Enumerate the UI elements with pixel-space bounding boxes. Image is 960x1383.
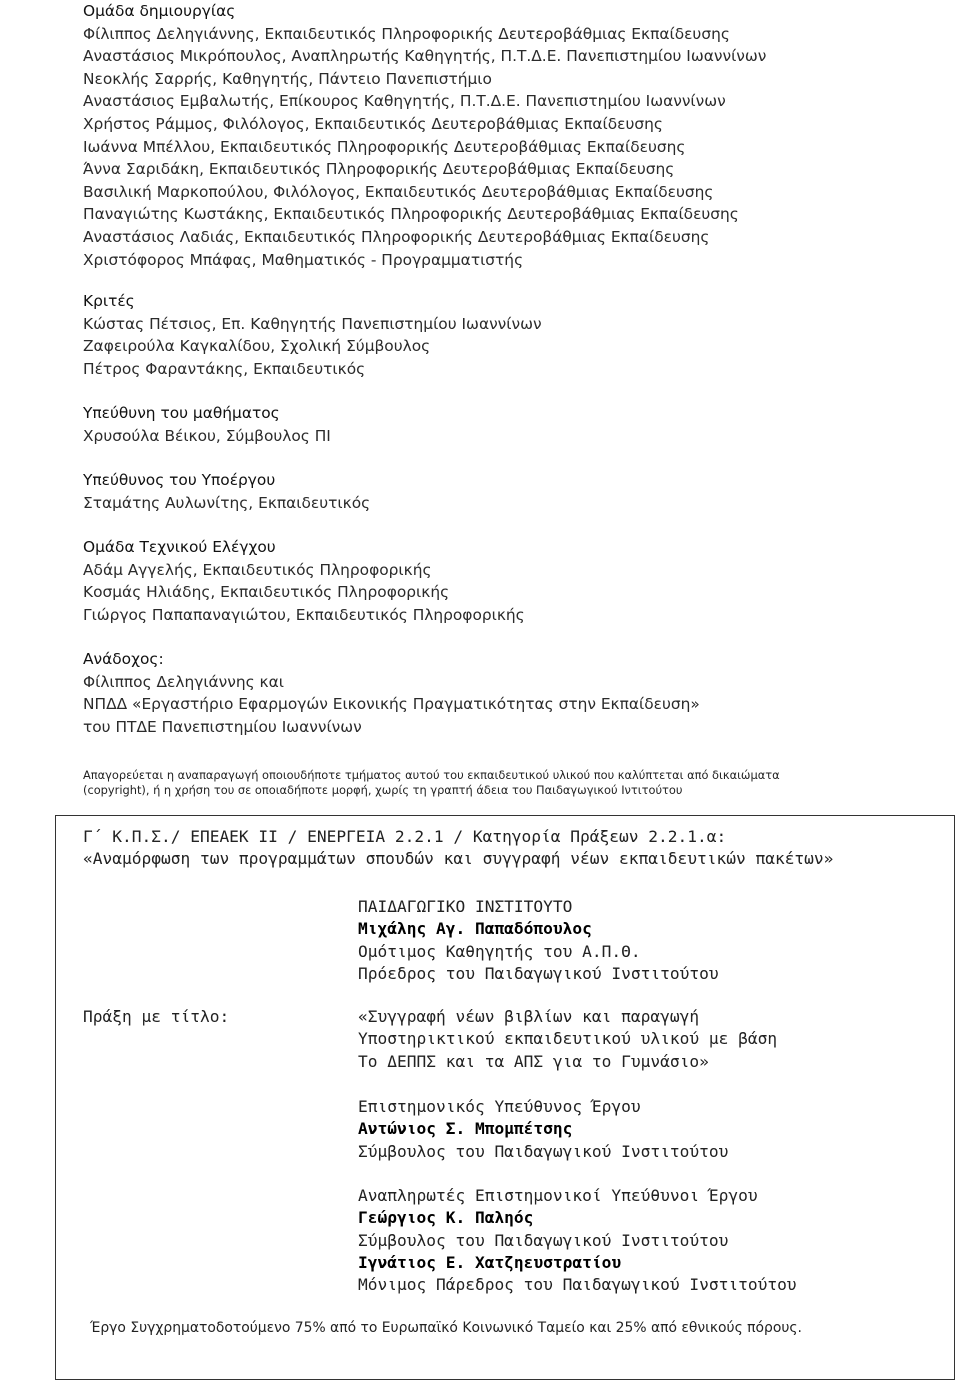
copyright-line: (copyright), ή η χρήση του σε οποιαδήποτε μορφή, χωρίς τη γραπτή άδεια του Παιδαγωγικού Ιντιτούτου	[83, 783, 683, 797]
program-headline	[83, 826, 833, 871]
subproject-heading: Υπεύθυνος του Υποέργου	[83, 471, 276, 489]
contractor-line: του ΠΤΔΕ Πανεπιστημίου Ιωαννίνων	[83, 717, 362, 736]
course-section	[83, 402, 331, 447]
judge-line: Ζαφειρούλα Καγκαλίδου, Σχολική Σύμβουλος	[83, 337, 431, 356]
deputy-lead-name: Ιγνάτιος Ε. Χατζηευστρατίου	[358, 1252, 622, 1272]
deputy-leads-block	[358, 1185, 797, 1296]
action-title-line: Το ΔΕΠΠΣ και τα ΑΠΣ για το Γυμνάσιο»	[358, 1051, 709, 1071]
contractor-heading: Ανάδοχος:	[83, 650, 164, 668]
tech-section	[83, 536, 525, 626]
creator-line: Νεοκλής Σαρρής, Καθηγητής, Πάντειο Πανεπιστήμιο	[83, 69, 492, 88]
contractor-line: Φίλιππος Δεληγιάννης και	[83, 672, 284, 691]
tech-line: Γιώργος Παπαπαναγιώτου, Εκπαιδευτικός Πληροφορικής	[83, 605, 525, 624]
president-name: Μιχάλης Αγ. Παπαδόπουλος	[358, 919, 592, 939]
tech-heading: Ομάδα Τεχνικού Ελέγχου	[83, 538, 276, 556]
subproject-line: Σταμάτης Αυλωνίτης, Εκπαιδευτικός	[83, 493, 371, 512]
judges-heading: Κριτές	[83, 292, 135, 310]
judges-section	[83, 290, 542, 380]
funding-note: Έργο Συγχρηματοδοτούμενο 75% από το Ευρωπαϊκό Κοινωνικό Ταμείο και 25% από εθνικούς πόρους.	[90, 1320, 802, 1336]
creator-line: Ιωάννα Μπέλλου, Εκπαιδευτικός Πληροφορικής Δευτεροβάθμιας Εκπαίδευσης	[83, 137, 686, 156]
program-title: «Αναμόρφωση των προγραμμάτων σπουδών και συγγραφή νέων εκπαιδευτικών πακέτων»	[83, 849, 834, 869]
scientific-lead-title: Σύμβουλος του Παιδαγωγικού Ινστιτούτου	[358, 1141, 729, 1161]
judge-line: Κώστας Πέτσιος, Επ. Καθηγητής Πανεπιστημίου Ιωαννίνων	[83, 314, 542, 333]
judge-line: Πέτρος Φαραντάκης, Εκπαιδευτικός	[83, 359, 366, 378]
action-title-block	[358, 1006, 777, 1073]
creators-section	[83, 0, 766, 271]
program-code: Γ΄ Κ.Π.Σ./ ΕΠΕΑΕΚ ΙΙ / ΕΝΕΡΓΕΙΑ 2.2.1 / Κατηγορία Πράξεων 2.2.1.α:	[83, 827, 727, 846]
subproject-section	[83, 469, 370, 514]
tech-line: Αδάμ Αγγελής, Εκπαιδευτικός Πληροφορικής	[83, 560, 432, 579]
copyright-line: Απαγορεύεται η αναπαραγωγή οποιουδήποτε τμήματος αυτού του εκπαιδευτικού υλικού που καλύπτεται από δικαιώματα	[83, 768, 780, 782]
action-title-line: Υποστηρικτικού εκπαιδευτικού υλικού με βάση	[358, 1029, 778, 1049]
tech-line: Κοσμάς Ηλιάδης, Εκπαιδευτικός Πληροφορικής	[83, 583, 450, 602]
institute-name: ΠΑΙΔΑΓΩΓΙΚΟ ΙΝΣΤΙΤΟΥΤΟ	[358, 897, 573, 916]
course-heading: Υπεύθυνη του μαθήματος	[83, 404, 280, 422]
deputy-lead-name: Γεώργιος Κ. Παληός	[358, 1208, 534, 1228]
creator-line: Χρήστος Ράμμος, Φιλόλογος, Εκπαιδευτικός Δευτεροβάθμιας Εκπαίδευσης	[83, 114, 663, 133]
copyright-notice	[83, 768, 780, 798]
course-line: Χρυσούλα Βέικου, Σύμβουλος ΠΙ	[83, 426, 331, 445]
creator-line: Βασιλική Μαρκοπούλου, Φιλόλογος, Εκπαιδευτικός Δευτεροβάθμιας Εκπαίδευσης	[83, 182, 714, 201]
creator-line: Αναστάσιος Λαδιάς, Εκπαιδευτικός Πληροφορικής Δευτεροβάθμιας Εκπαίδευσης	[83, 227, 710, 246]
creator-line: Άννα Σαριδάκη, Εκπαιδευτικός Πληροφορικής Δευτεροβάθμιας Εκπαίδευσης	[83, 160, 675, 179]
contractor-section	[83, 648, 700, 738]
creators-heading: Ομάδα δημιουργίας	[83, 2, 236, 20]
president-role: Πρόεδρος του Παιδαγωγικού Ινστιτούτου	[358, 963, 719, 983]
contractor-line: ΝΠΔΔ «Εργαστήριο Εφαρμογών Εικονικής Πραγματικότητας στην Εκπαίδευση»	[83, 695, 700, 714]
scientific-lead-block	[358, 1096, 728, 1163]
creator-line: Παναγιώτης Κωστάκης, Εκπαιδευτικός Πληροφορικής Δευτεροβάθμιας Εκπαίδευσης	[83, 205, 739, 224]
scientific-lead-name: Αντώνιος Σ. Μπομπέτσης	[358, 1119, 573, 1139]
deputy-lead-title: Σύμβουλος του Παιδαγωγικού Ινστιτούτου	[358, 1230, 729, 1250]
action-label: Πράξη με τίτλο:	[83, 1007, 230, 1026]
deputy-leads-role: Αναπληρωτές Επιστημονικοί Υπεύθυνοι Έργου	[358, 1186, 758, 1205]
president-title: Ομότιμος Καθηγητής του Α.Π.Θ.	[358, 941, 641, 961]
institute-block	[358, 896, 719, 985]
action-title-line: «Συγγραφή νέων βιβλίων και παραγωγή	[358, 1007, 700, 1026]
scientific-lead-role: Επιστημονικός Υπεύθυνος Έργου	[358, 1097, 641, 1116]
creator-line: Αναστάσιος Εμβαλωτής, Επίκουρος Καθηγητής, Π.Τ.Δ.Ε. Πανεπιστημίου Ιωαννίνων	[83, 92, 726, 111]
creator-line: Αναστάσιος Μικρόπουλος, Αναπληρωτής Καθηγητής, Π.Τ.Δ.Ε. Πανεπιστημίου Ιωαννίνων	[83, 47, 767, 66]
deputy-lead-title: Μόνιμος Πάρεδρος του Παιδαγωγικού Ινστιτούτου	[358, 1275, 797, 1295]
creator-line: Φίλιππος Δεληγιάννης, Εκπαιδευτικός Πληροφορικής Δευτεροβάθμιας Εκπαίδευσης	[83, 24, 730, 43]
creator-line: Χριστόφορος Μπάφας, Μαθηματικός - Προγραμματιστής	[83, 250, 524, 269]
